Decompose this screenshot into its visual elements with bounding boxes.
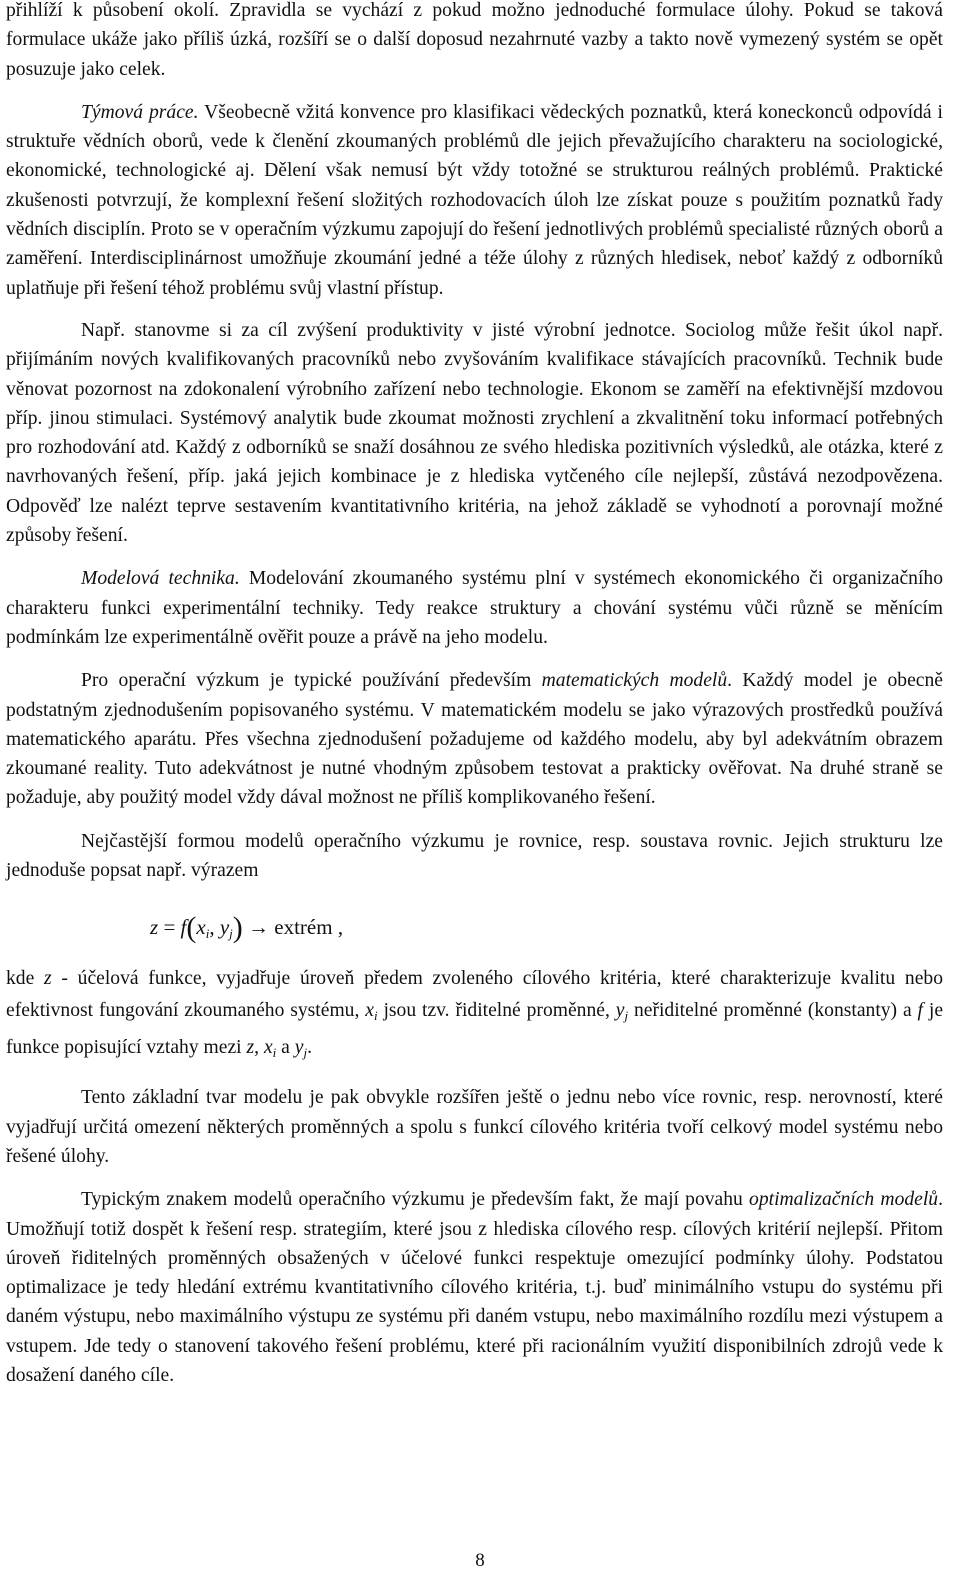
paragraph-optimization-text-a: Typickým znakem modelů operačního výzkumu je především fakt, že mají povahu — [81, 1189, 750, 1211]
formula-expression — [150, 911, 343, 945]
paragraph-model-technique — [6, 564, 943, 652]
paragraph-mathematical-models-text-a: Pro operační výzkum je typické používání především — [81, 670, 542, 692]
defs-var-x: x — [365, 1000, 374, 1022]
term-mathematical-models: matematických modelů — [541, 670, 728, 692]
formula-close-paren: ) — [232, 911, 243, 945]
formula-equals: = — [158, 915, 181, 940]
defs-text-5: je funkce popisující vztahy mezi — [6, 1000, 944, 1059]
paragraph-equations: Nejčastější formou modelů operačního výzkumu je rovnice, resp. soustava rovnic. Jejich strukturu lze jednoduše popsat např. výrazem — [6, 830, 943, 882]
formula-z: z — [150, 915, 159, 940]
formula-arrow: → — [242, 915, 275, 940]
formula-f: f — [180, 915, 187, 940]
term-model-technique: Modelová technika. — [81, 568, 240, 590]
defs-index-j: j — [624, 1008, 629, 1024]
defs-var-y-2: y — [294, 1037, 304, 1059]
defs-text-2: - účelová funkce, vyjadřuje úroveň předem zvoleného cílového kritéria, které charakterizuje kvalitu nebo efektivnost fungování zkoumaného systému, — [6, 968, 943, 1022]
paragraph-mathematical-models-text-b: . Každý model je obecně podstatným zjednodušením popisovaného systému. V matematickém modelu se jako výrazových prostředků používá matematického aparátu. Přes všechna zjednodušení požadujeme od každého modelu, aby byl adekvátním obrazem zkoumané reality. Tuto adekvátnost je nutné vhodným způsobem testovat a prakticky ověřovat. Na druhé straně se požaduje, aby použitý model vždy dával možnost ne příliš komplikovaného řešení. — [6, 670, 943, 809]
defs-var-y: y — [615, 1000, 625, 1022]
formula-y: y — [219, 915, 230, 940]
defs-text-6: , — [254, 1037, 264, 1059]
paragraph-extended-model: Tento základní tvar modelu je pak obvykle rozšířen ještě o jednu nebo více rovnic, resp. nerovností, které vyjadřují určitá omezení některých proměnných a spolu s funkcí cílového kritéria tvoří celkový model systému nebo řešené úlohy. — [6, 1087, 943, 1167]
defs-index-i-2: i — [272, 1045, 277, 1061]
defs-text-1: kde — [6, 968, 45, 990]
defs-text-8: . — [307, 1037, 312, 1059]
defs-var-z: z — [44, 968, 52, 990]
defs-var-z-2: z — [246, 1037, 255, 1059]
formula-index-j: j — [229, 926, 233, 942]
defs-var-f: f — [917, 1000, 923, 1022]
paragraph-optimization-models — [6, 1185, 943, 1390]
objective-function-formula — [6, 893, 943, 963]
paragraph-team-work-text: Všeobecně vžitá konvence pro klasifikaci vědeckých poznatků, která koneckonců odpovídá i struktuře vědních oborů, vede k členění zkoumaných problémů dle jejich převažujícího charakteru na sociologické, ekonomické, technologické aj. Dělení však nemusí být vždy totožné se strukturou reálných problémů. Praktické zkušenosti potvrzují, že komplexní řešení složitých rozhodovacích úloh lze získat pouze s použitím poznatků řady vědních disciplín. Proto se v operačním výzkumu zapojují do řešení jednotlivých problémů specialisté různých oborů a zaměření. Interdisciplinárnost umožňuje zkoumání jedné a téže úlohy z různých hledisek, neboť každý z odborníků uplatňuje při řešení téhož problému svůj vlastní přístup. — [6, 101, 944, 299]
formula-open-paren: ( — [186, 911, 197, 945]
paragraph-intro-continuation: přihlíží k působení okolí. Zpravidla se vychází z pokud možno jednoduché formulace úlohy. Pokud se taková formulace ukáže jako příliš úzká, rozšíří se o další doposud nezahrnuté vazby a takto nově vymezený systém se opět posuzuje jako celek. — [6, 0, 943, 80]
paragraph-team-work — [6, 98, 943, 303]
paragraph-productivity-example: Např. stanovme si za cíl zvýšení produktivity v jisté výrobní jednotce. Sociolog může řešit úkol např. přijímáním nových kvalifikovaných pracovníků nebo zvyšováním kvalifikace stávajících pracovníků. Technik bude věnovat pozornost na zdokonalení výrobního zařízení nebo technologie. Ekonom se zaměří na efektivnější mzdovou příp. jinou stimulaci. Systémový analytik bude zkoumat možnosti zrychlení a zkvalitnění toku informací potřebných pro rozhodování atd. Každý z odborníků se snaží dosáhnou ze svého hlediska pozitivních výsledků, ale otázka, které z navrhovaných řešení, příp. jaká jejich kombinace je z hlediska vytčeného cíle nejlepší, zůstává nezodpovězena. Odpověď lze nalézt teprve sestavením kvantitativního kritéria, na jehož základě se vyhodnotí a porovnají možné způsoby řešení. — [6, 319, 943, 547]
formula-comma: , — [209, 915, 220, 940]
document-page — [6, 0, 943, 1390]
term-team-work: Týmová práce. — [81, 101, 199, 123]
paragraph-mathematical-models — [6, 666, 943, 812]
formula-index-i: i — [205, 926, 210, 942]
paragraph-model-technique-text: Modelování zkoumaného systému plní v systémech ekonomického či organizačního charakteru funkci experimentální techniky. Tedy reakce struktury a chování systému vůči různě se měnícím podmínkám lze experimentálně ověřit pouze a právě na jeho modelu. — [6, 568, 943, 648]
defs-text-7: a — [276, 1037, 295, 1059]
defs-index-i: i — [373, 1008, 378, 1024]
defs-var-x-2: x — [263, 1037, 273, 1059]
formula-x: x — [196, 915, 206, 940]
paragraph-optimization-text-b: . Umožňují totiž dospět k řešení resp. strategiím, které jsou z hlediska cílového resp. cílových kritérií nejlepší. Přitom úroveň řiditelných proměnných obsažených v účelové funkci respektuje omezující podmínky úlohy. Podstatou optimalizace je tedy hledání extrému kvantitativního cílového kritéria, t.j. buď minimálního vstupu do systému při daném výstupu, nebo maximálního výstupu ze systému při daném vstupu, nebo maximálního rozdílu mezi výstupem a vstupem. Jde tedy o stanovení takového řešení problému, které při racionálním využití disponibilních zdrojů vede k dosažení daného cíle. — [6, 1189, 944, 1386]
term-optimization-models: optimalizačních modelů — [749, 1189, 939, 1211]
defs-index-j-2: j — [303, 1045, 308, 1061]
formula-tail: , — [332, 915, 344, 940]
defs-text-3: jsou tzv. řiditelné proměnné, — [377, 1000, 616, 1022]
formula-extreme: extrém — [274, 915, 333, 940]
defs-text-4: neřiditelné proměnné (konstanty) a — [628, 1000, 918, 1022]
paragraph-definitions — [6, 963, 943, 1069]
page-number: 8 — [475, 1550, 485, 1571]
